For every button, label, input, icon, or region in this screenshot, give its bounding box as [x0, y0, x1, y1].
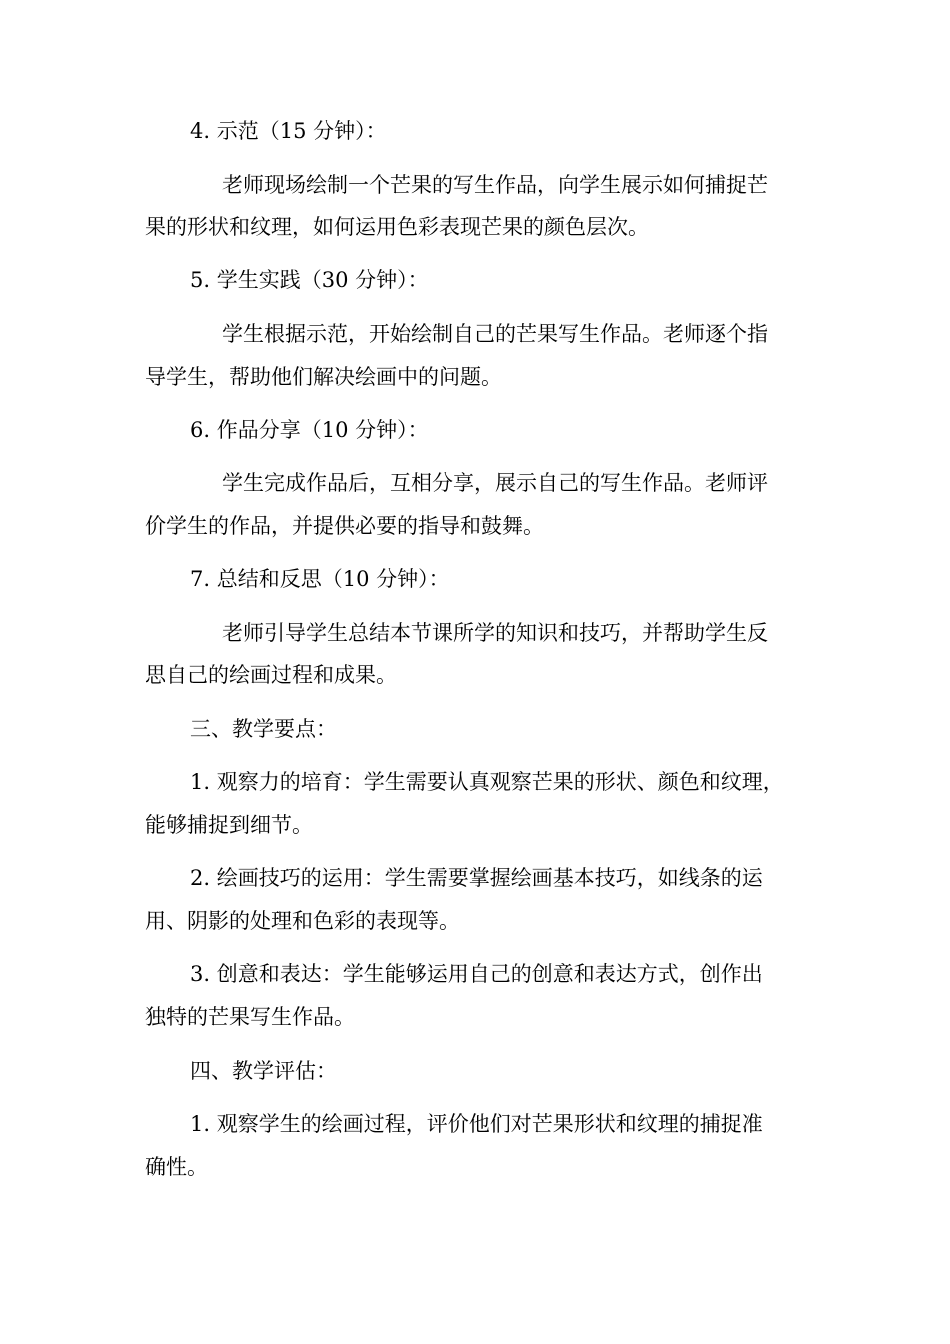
item-heading: 5. 学生实践（30 分钟）：	[190, 268, 429, 292]
point-line: 1. 观察学生的绘画过程，评价他们对芒果形状和纹理的捕捉准	[190, 1112, 763, 1136]
point-line: 独特的芒果写生作品。	[145, 1005, 355, 1029]
paragraph-line: 学生完成作品后，互相分享，展示自己的写生作品。老师评	[222, 471, 768, 495]
item-heading: 6. 作品分享（10 分钟）：	[190, 418, 429, 442]
paragraph-line: 老师现场绘制一个芒果的写生作品，向学生展示如何捕捉芒	[222, 173, 768, 197]
paragraph-line: 思自己的绘画过程和成果。	[145, 663, 397, 687]
point-line: 1. 观察力的培育：学生需要认真观察芒果的形状、颜色和纹理，	[190, 770, 784, 794]
paragraph-line: 导学生，帮助他们解决绘画中的问题。	[145, 365, 502, 389]
paragraph-line: 学生根据示范，开始绘制自己的芒果写生作品。老师逐个指	[222, 322, 768, 346]
paragraph-line: 老师引导学生总结本节课所学的知识和技巧，并帮助学生反	[222, 621, 768, 645]
item-heading: 7. 总结和反思（10 分钟）：	[190, 567, 450, 591]
section-title: 四、教学评估：	[190, 1059, 337, 1083]
item-heading: 4. 示范（15 分钟）：	[190, 119, 387, 143]
point-line: 用、阴影的处理和色彩的表现等。	[145, 909, 460, 933]
paragraph-line: 价学生的作品，并提供必要的指导和鼓舞。	[145, 514, 544, 538]
point-line: 2. 绘画技巧的运用：学生需要掌握绘画基本技巧，如线条的运	[190, 866, 763, 890]
point-line: 确性。	[145, 1155, 208, 1179]
section-title: 三、教学要点：	[190, 717, 337, 741]
point-line: 3. 创意和表达：学生能够运用自己的创意和表达方式，创作出	[190, 962, 763, 986]
point-line: 能够捕捉到细节。	[145, 813, 313, 837]
paragraph-line: 果的形状和纹理，如何运用色彩表现芒果的颜色层次。	[145, 215, 649, 239]
